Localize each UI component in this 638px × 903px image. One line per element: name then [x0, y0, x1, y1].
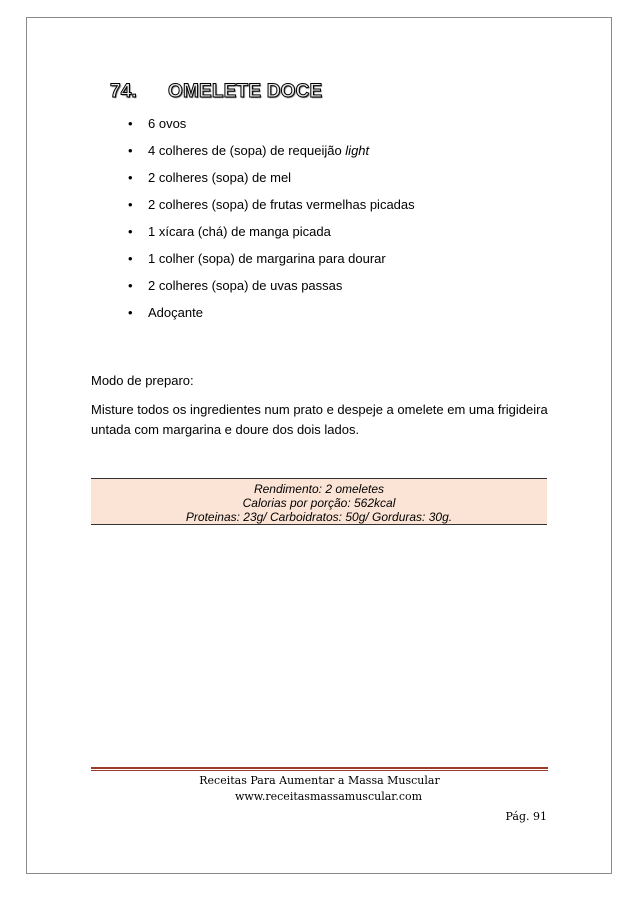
- footer-url[interactable]: www.receitasmassamuscular.com: [234, 790, 423, 803]
- bullet-icon: •: [128, 143, 133, 158]
- macros-text: Proteinas: 23g/ Carboidratos: 50g/ Gorduras: 30g.: [185, 510, 453, 524]
- ingredient-emphasis: light: [345, 143, 370, 158]
- ingredient-item: • Adoçante: [128, 303, 415, 330]
- bullet-icon: •: [128, 251, 133, 266]
- ingredient-item: • 2 colheres (sopa) de mel: [128, 168, 415, 195]
- bullet-icon: •: [128, 170, 133, 185]
- footer-title: Receitas Para Aumentar a Massa Muscular: [199, 774, 440, 787]
- recipe-number: 74.: [110, 81, 138, 102]
- ingredient-item: • 2 colheres (sopa) de frutas vermelhas picadas: [128, 195, 415, 222]
- footer: [91, 773, 548, 805]
- ingredient-list: [128, 114, 415, 330]
- bullet-icon: •: [128, 278, 133, 293]
- footer-divider: [91, 767, 548, 771]
- bullet-icon: •: [128, 305, 133, 320]
- ingredient-item: • 6 ovos: [128, 114, 415, 141]
- page-number: Pág. 91: [505, 810, 547, 823]
- ingredient-item: • 4 colheres de (sopa) de requeijão light: [128, 141, 415, 168]
- bullet-icon: •: [128, 116, 133, 131]
- yield-text: Rendimento: 2 omeletes: [253, 482, 385, 496]
- ingredient-item: • 1 xícara (chá) de manga picada: [128, 222, 415, 249]
- recipe-title: OMELETE DOCE: [168, 81, 323, 102]
- calories-text: Calorias por porção: 562kcal: [242, 496, 396, 510]
- preparation-text: Misture todos os ingredientes num prato e despeje a omelete em uma frigideira untada com margarina e doure dos dois lados.: [91, 402, 548, 437]
- bullet-icon: •: [128, 197, 133, 212]
- yield-box: [91, 478, 547, 525]
- bullet-icon: •: [128, 224, 133, 239]
- recipe-heading: [110, 81, 322, 103]
- ingredient-item: • 1 colher (sopa) de margarina para dourar: [128, 249, 415, 276]
- preparation-label: Modo de preparo:: [91, 373, 194, 388]
- ingredient-item: • 2 colheres (sopa) de uvas passas: [128, 276, 415, 303]
